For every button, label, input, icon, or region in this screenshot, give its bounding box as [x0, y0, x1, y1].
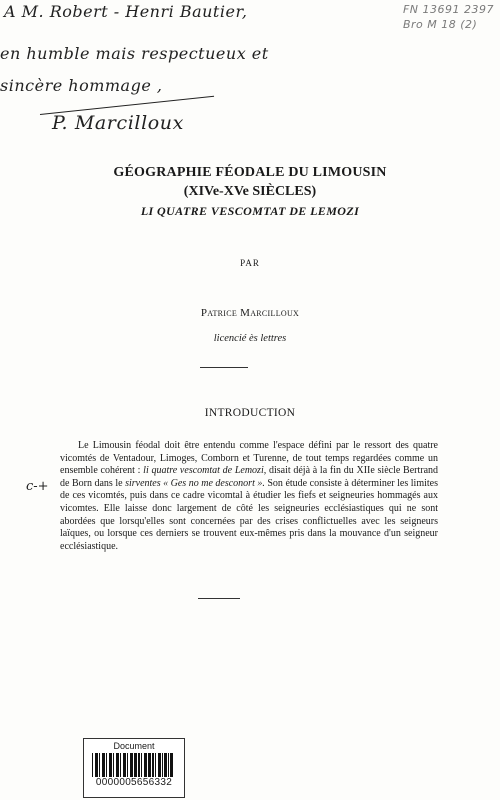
barcode-bar: [170, 753, 173, 777]
barcode-bar: [134, 753, 137, 777]
barcode-number: 0000005656332: [95, 777, 173, 788]
barcode-bar: [123, 753, 126, 777]
barcode-bar: [120, 753, 121, 777]
barcode-bar: [113, 753, 114, 777]
body-quote-2: sirventes « Ges no me desconort ».: [125, 477, 265, 489]
end-rule: [198, 598, 240, 599]
dedication-line-3: sincère hommage ,: [0, 76, 163, 95]
barcode-label: [83, 738, 185, 798]
barcode-bar: [106, 753, 107, 777]
barcode-bar: [162, 753, 163, 777]
introduction-paragraph: [60, 440, 438, 553]
archive-reference: [403, 2, 494, 32]
archive-reference-line-2: Bro M 18 (2): [402, 18, 478, 31]
body-text-part-2: disait déjà à la fin du XIIe siècle Bertrand de Born dans le: [60, 465, 439, 489]
margin-annotation: c-+: [26, 479, 49, 494]
barcode-bar: [148, 753, 151, 777]
barcode-bar: [152, 753, 154, 777]
title-subtitle: LI QUATRE VESCOMTAT DE LEMOZI: [140, 204, 360, 218]
barcode-bar: [99, 753, 100, 777]
barcode-bars: [90, 753, 178, 777]
barcode-bar: [95, 753, 98, 777]
barcode-title: Document: [113, 741, 155, 751]
barcode-bar: [116, 753, 119, 777]
section-heading: INTRODUCTION: [204, 407, 296, 419]
barcode-bar: [138, 753, 140, 777]
title-centuries: (XIVe-XVe SIÈCLES): [183, 184, 317, 199]
barcode-bar: [92, 753, 93, 777]
body-text-part-1: Le Limousin féodal doit être entendu comme l'espace défini par le ressort des quatre vicomtés de Ventadour, Limoges, Comborn et Turenne, de tout temps regardées comme un ensemble cohérent :: [60, 440, 438, 477]
barcode-bar: [144, 753, 147, 777]
barcode-bar: [102, 753, 105, 777]
handwritten-signature: P. Marcilloux: [52, 112, 184, 134]
barcode-bar: [127, 753, 128, 777]
barcode-bar: [155, 753, 156, 777]
dedication-line-2: en humble mais respectueux et: [0, 44, 269, 63]
body-quote-1: li quatre vescomtat de Lemozi,: [143, 465, 267, 477]
barcode-bar: [164, 753, 167, 777]
barcode-bar: [168, 753, 169, 777]
author-degree: licencié ès lettres: [213, 333, 287, 344]
by-label: PAR: [240, 258, 260, 268]
barcode-bar: [130, 753, 133, 777]
dedication-line-1: A M. Robert - Henri Bautier,: [4, 2, 248, 21]
archive-reference-line-1: FN 13691 2397: [402, 3, 494, 16]
barcode-bar: [158, 753, 161, 777]
body-text-part-3: Son étude consiste à déterminer les limites de ces vicomtés, puis dans ce cadre vicomtal à étudier les fiefs et seigneuries hommagés aux vicomtes. Elle laisse donc largement de côté les seigneuries ecclésiastiques qui ne sont abordées que lorsqu'elles sont concernées par des crises conflictuelles avec les seigneurs laïques, ou lorsque ces derniers se trouvent eux-mêmes pris dans la mouvance d'un seigneur ecclésiastique.: [60, 477, 438, 552]
barcode-bar: [109, 753, 112, 777]
document-title: GÉOGRAPHIE FÉODALE DU LIMOUSIN: [113, 165, 387, 180]
author-name: Patrice Marcilloux: [200, 307, 300, 319]
separator-rule: [200, 367, 248, 368]
barcode-bar: [141, 753, 142, 777]
